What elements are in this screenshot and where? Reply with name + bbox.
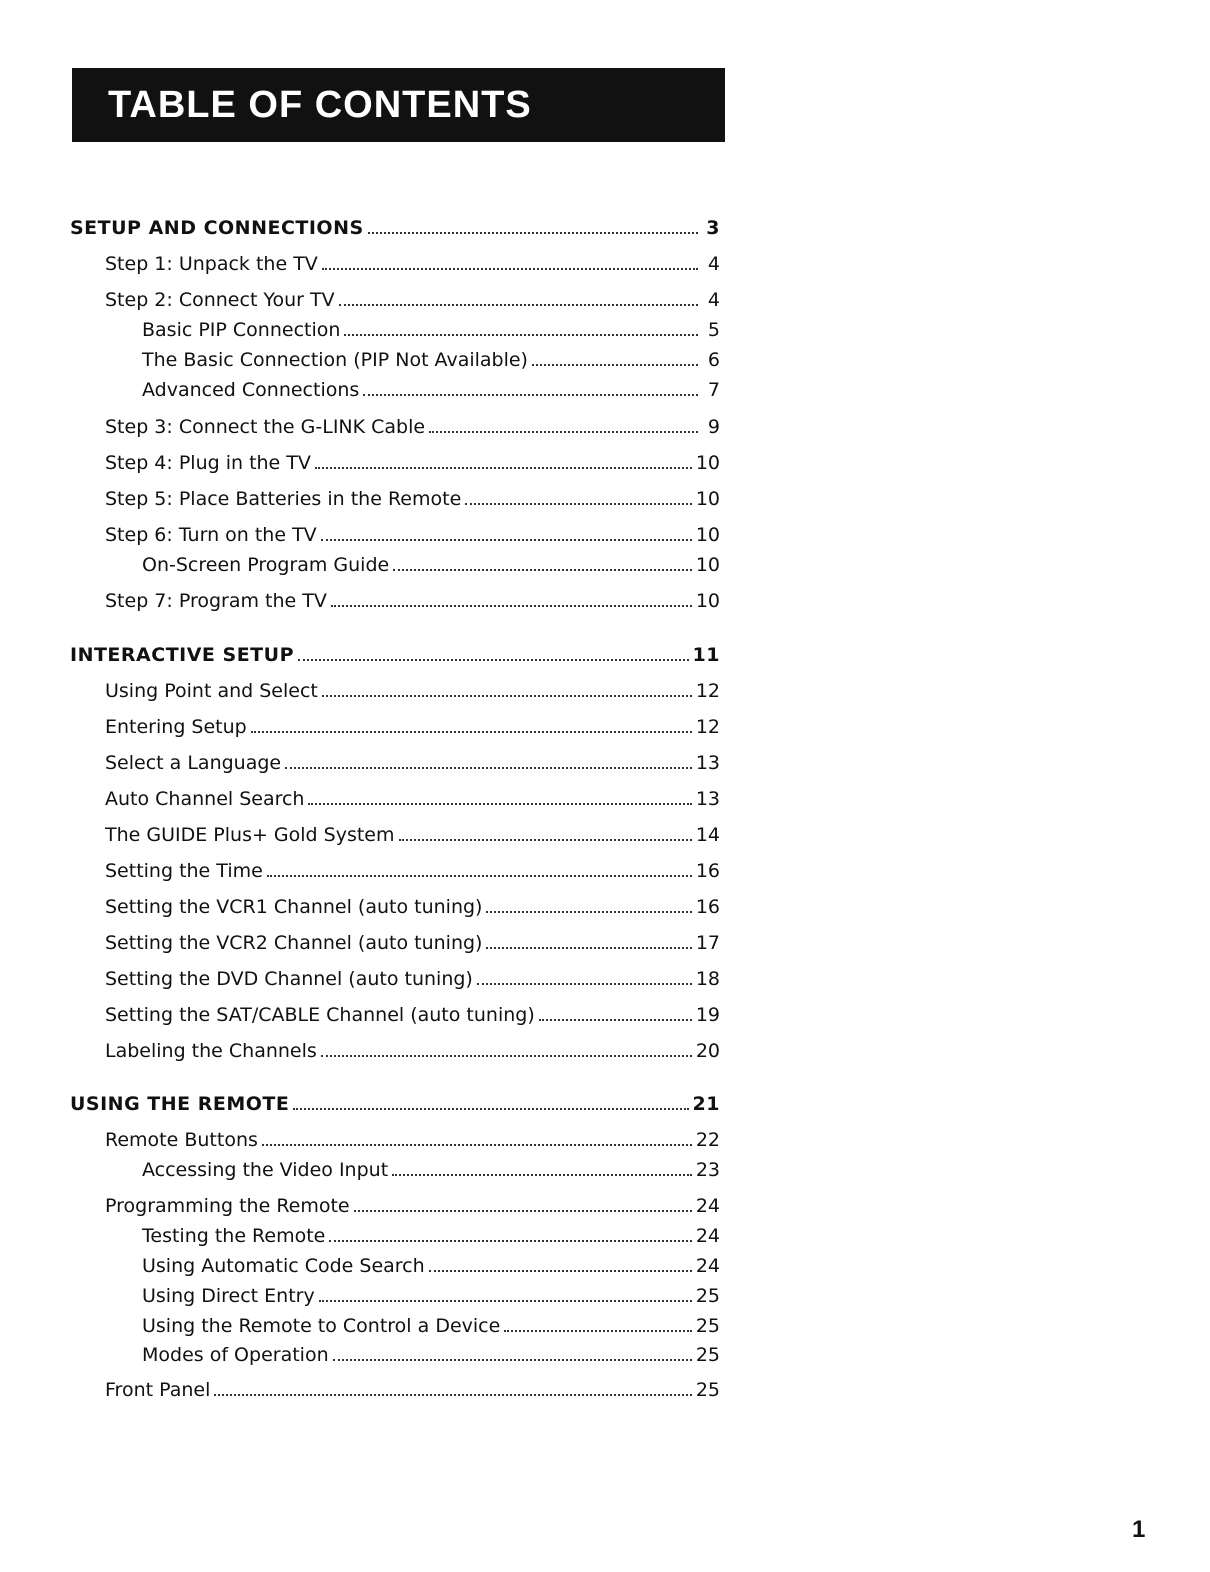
toc-page: 25 (695, 1315, 720, 1337)
toc-label: Using Automatic Code Search (142, 1255, 425, 1277)
leader-dots (392, 1150, 692, 1176)
leader-dots (322, 244, 698, 270)
toc-page: 25 (695, 1379, 720, 1401)
toc-entry[interactable] (105, 743, 720, 775)
toc-subentry[interactable] (142, 340, 720, 372)
toc-page: 11 (692, 644, 720, 666)
toc-page: 10 (695, 452, 720, 474)
toc-label: Setting the VCR1 Channel (auto tuning) (105, 896, 483, 918)
leader-dots (339, 280, 698, 306)
toc-label: Using the Remote to Control a Device (142, 1315, 501, 1337)
toc-subentry[interactable] (142, 545, 720, 577)
toc-subentry[interactable] (142, 1150, 720, 1182)
toc-label: The GUIDE Plus+ Gold System (105, 824, 395, 846)
toc-label: Step 7: Program the TV (105, 590, 327, 612)
leader-dots (329, 1216, 691, 1242)
toc-label: SETUP AND CONNECTIONS (70, 217, 364, 239)
toc-entry[interactable] (105, 671, 720, 703)
toc-page: 16 (695, 896, 720, 918)
toc-label: Modes of Operation (142, 1344, 329, 1366)
toc-subentry[interactable] (142, 1335, 720, 1367)
toc-entry[interactable] (105, 1031, 720, 1063)
toc-section[interactable] (70, 1084, 720, 1116)
leader-dots (363, 370, 698, 396)
toc-entry[interactable] (105, 887, 720, 919)
leader-dots (308, 779, 691, 805)
leader-dots (321, 515, 692, 541)
toc-entry[interactable] (105, 1186, 720, 1218)
toc-section[interactable] (70, 208, 720, 240)
toc-label: Step 6: Turn on the TV (105, 524, 317, 546)
page-number: 1 (1132, 1516, 1146, 1543)
toc-label: Step 1: Unpack the TV (105, 253, 318, 275)
toc-entry[interactable] (105, 1120, 720, 1152)
toc-label: Basic PIP Connection (142, 319, 341, 341)
toc-page: 6 (707, 349, 720, 371)
toc-page: 25 (695, 1344, 720, 1366)
toc-page: 17 (695, 932, 720, 954)
toc-page: 25 (695, 1285, 720, 1307)
toc-label: USING THE REMOTE (70, 1093, 290, 1115)
toc-entry[interactable] (105, 515, 720, 547)
toc-entry[interactable] (105, 851, 720, 883)
toc-page: 12 (695, 680, 720, 702)
toc-page: 10 (695, 554, 720, 576)
toc-page: 5 (707, 319, 720, 341)
toc-entry[interactable] (105, 815, 720, 847)
toc-subentry[interactable] (142, 1216, 720, 1248)
toc-subentry[interactable] (142, 370, 720, 402)
leader-dots (368, 208, 698, 234)
leader-dots (322, 671, 692, 697)
toc-subentry[interactable] (142, 1276, 720, 1308)
toc-page: 9 (707, 416, 720, 438)
toc-label: On-Screen Program Guide (142, 554, 390, 576)
toc-label: Advanced Connections (142, 379, 360, 401)
toc-label: Programming the Remote (105, 1195, 350, 1217)
toc-label: Accessing the Video Input (142, 1159, 389, 1181)
toc-page: 4 (707, 253, 720, 275)
toc-label: Step 3: Connect the G-LINK Cable (105, 416, 426, 438)
toc-page: 10 (695, 488, 720, 510)
toc-entry[interactable] (105, 407, 720, 439)
toc-page: 22 (695, 1129, 720, 1151)
toc-page: 19 (695, 1004, 720, 1026)
leader-dots (344, 310, 698, 336)
toc-page: 24 (695, 1255, 720, 1277)
toc-label: INTERACTIVE SETUP (70, 644, 294, 666)
page-title: TABLE OF CONTENTS (108, 83, 532, 126)
leader-dots (399, 815, 692, 841)
toc-subentry[interactable] (142, 1306, 720, 1338)
toc-page: 12 (695, 716, 720, 738)
toc-entry[interactable] (105, 779, 720, 811)
toc-section[interactable] (70, 635, 720, 667)
toc-label: Remote Buttons (105, 1129, 258, 1151)
leader-dots (267, 851, 692, 877)
toc-label: Using Direct Entry (142, 1285, 315, 1307)
leader-dots (319, 1276, 692, 1302)
leader-dots (321, 1031, 692, 1057)
leader-dots (354, 1186, 692, 1212)
toc-page: 24 (695, 1195, 720, 1217)
toc-label: Auto Channel Search (105, 788, 305, 810)
toc-page: 4 (707, 289, 720, 311)
toc-label: Front Panel (105, 1379, 211, 1401)
toc-subentry[interactable] (142, 310, 720, 342)
toc-label: Step 2: Connect Your TV (105, 289, 335, 311)
toc-label: Testing the Remote (142, 1225, 326, 1247)
toc-page: 13 (695, 788, 720, 810)
toc-page: 14 (695, 824, 720, 846)
toc-entry[interactable] (105, 479, 720, 511)
toc-page: 3 (706, 217, 720, 239)
toc-entry[interactable] (105, 959, 720, 991)
toc-label: Setting the SAT/CABLE Channel (auto tuning) (105, 1004, 535, 1026)
leader-dots (393, 545, 692, 571)
leader-dots (532, 340, 698, 366)
toc-label: Using Point and Select (105, 680, 318, 702)
toc-page: 20 (695, 1040, 720, 1062)
leader-dots (486, 887, 691, 913)
toc-entry[interactable] (105, 923, 720, 955)
toc-page: 10 (695, 590, 720, 612)
toc-page: 24 (695, 1225, 720, 1247)
toc-label: Labeling the Channels (105, 1040, 317, 1062)
toc-page: 21 (692, 1093, 720, 1115)
leader-dots (333, 1335, 692, 1361)
leader-dots (504, 1306, 692, 1332)
leader-dots (251, 707, 692, 733)
toc-label: Setting the DVD Channel (auto tuning) (105, 968, 473, 990)
leader-dots (465, 479, 692, 505)
toc-page: 7 (707, 379, 720, 401)
toc-label: Step 4: Plug in the TV (105, 452, 311, 474)
toc-page: 10 (695, 524, 720, 546)
toc-entry[interactable] (105, 995, 720, 1027)
toc-label: Select a Language (105, 752, 282, 774)
leader-dots (477, 959, 692, 985)
leader-dots (486, 923, 691, 949)
leader-dots (298, 635, 689, 661)
toc-label: Step 5: Place Batteries in the Remote (105, 488, 462, 510)
leader-dots (214, 1370, 691, 1396)
toc-entry[interactable] (105, 244, 720, 276)
leader-dots (293, 1084, 688, 1110)
toc-label: Entering Setup (105, 716, 247, 738)
toc-subentry[interactable] (142, 1246, 720, 1278)
leader-dots (429, 1246, 692, 1272)
toc-label: Setting the Time (105, 860, 263, 882)
toc-page: 16 (695, 860, 720, 882)
leader-dots (315, 443, 692, 469)
leader-dots (285, 743, 692, 769)
toc-entry[interactable] (105, 1370, 720, 1402)
toc-page: 18 (695, 968, 720, 990)
toc-label: The Basic Connection (PIP Not Available) (142, 349, 528, 371)
toc-entry[interactable] (105, 280, 720, 312)
leader-dots (539, 995, 692, 1021)
toc-page: 23 (695, 1159, 720, 1181)
leader-dots (331, 581, 692, 607)
leader-dots (262, 1120, 692, 1146)
toc-entry[interactable] (105, 443, 720, 475)
toc-label: Setting the VCR2 Channel (auto tuning) (105, 932, 483, 954)
leader-dots (429, 407, 698, 433)
toc-entry[interactable] (105, 581, 720, 613)
toc-page: 13 (695, 752, 720, 774)
title-banner (72, 68, 725, 142)
toc-entry[interactable] (105, 707, 720, 739)
